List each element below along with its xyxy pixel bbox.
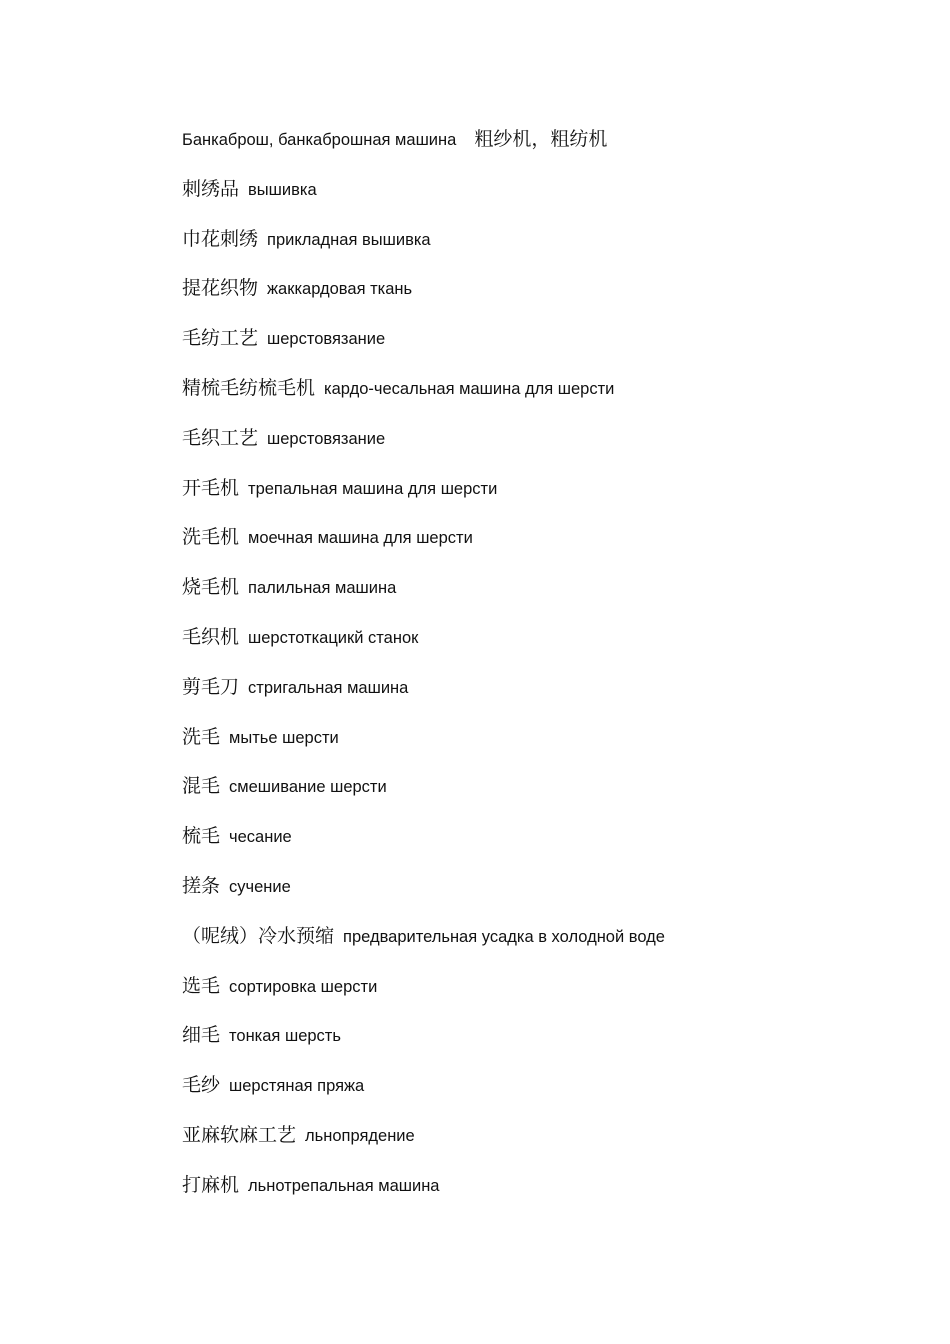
glossary-entry bbox=[182, 722, 902, 772]
russian-term: сучение bbox=[229, 877, 291, 896]
glossary-entry bbox=[182, 423, 902, 473]
chinese-term: 混毛 bbox=[182, 775, 221, 798]
chinese-term: 烧毛机 bbox=[182, 576, 240, 599]
chinese-term: 巾花刺绣 bbox=[182, 227, 259, 250]
russian-term: предварительная усадка в холодной воде bbox=[343, 927, 665, 946]
glossary-entry bbox=[182, 1020, 902, 1070]
glossary-entry bbox=[182, 821, 902, 871]
russian-term: тонкая шерсть bbox=[229, 1027, 341, 1046]
chinese-term: 搓条 bbox=[182, 874, 221, 897]
chinese-term: 洗毛机 bbox=[182, 526, 240, 549]
chinese-term: （呢绒）冷水预缩 bbox=[182, 924, 335, 947]
chinese-term: 刺绣品 bbox=[182, 177, 240, 200]
glossary-entry bbox=[182, 572, 902, 622]
chinese-term: 毛织机 bbox=[182, 625, 240, 648]
glossary-entry bbox=[182, 1070, 902, 1120]
russian-term: сортировка шерсти bbox=[229, 977, 378, 996]
russian-term: трепальная машина для шерсти bbox=[248, 479, 498, 498]
chinese-term: 亚麻软麻工艺 bbox=[182, 1123, 297, 1146]
glossary-entry bbox=[182, 273, 902, 323]
chinese-term: 梳毛 bbox=[182, 825, 221, 848]
russian-term: чесание bbox=[229, 828, 292, 847]
glossary-entry bbox=[182, 522, 902, 572]
russian-term: льнопрядение bbox=[305, 1126, 415, 1145]
chinese-term: 剪毛刀 bbox=[182, 675, 240, 698]
glossary-entry bbox=[182, 124, 902, 174]
chinese-term: 毛织工艺 bbox=[182, 426, 259, 449]
russian-term: шерстовязание bbox=[267, 330, 386, 349]
glossary-entry bbox=[182, 971, 902, 1021]
glossary-entry bbox=[182, 1120, 902, 1170]
glossary-entry bbox=[182, 672, 902, 722]
russian-term: моечная машина для шерсти bbox=[248, 529, 473, 548]
russian-term: стригальная машина bbox=[248, 678, 409, 697]
russian-term: шерстоткацикй станок bbox=[248, 628, 419, 647]
glossary-entry bbox=[182, 323, 902, 373]
chinese-term: 洗毛 bbox=[182, 725, 221, 748]
glossary-entry bbox=[182, 921, 902, 971]
glossary-entry bbox=[182, 1170, 902, 1220]
russian-term: кардо-чесальная машина для шерсти bbox=[324, 379, 615, 398]
chinese-term: 毛纱 bbox=[182, 1074, 221, 1097]
glossary-entry bbox=[182, 174, 902, 224]
glossary-entry bbox=[182, 622, 902, 672]
glossary-entry bbox=[182, 771, 902, 821]
russian-term: вышивка bbox=[248, 180, 317, 199]
russian-term: жаккардовая ткань bbox=[267, 280, 413, 299]
chinese-term: 精梳毛纺梳毛机 bbox=[182, 376, 316, 399]
glossary-list bbox=[182, 124, 902, 1220]
russian-term: палильная машина bbox=[248, 579, 397, 598]
chinese-term: 毛纺工艺 bbox=[182, 327, 259, 350]
russian-term: мытье шерсти bbox=[229, 728, 339, 747]
glossary-entry bbox=[182, 473, 902, 523]
russian-term: прикладная вышивка bbox=[267, 230, 431, 249]
glossary-entry bbox=[182, 373, 902, 423]
russian-term: смешивание шерсти bbox=[229, 778, 387, 797]
chinese-term: 选毛 bbox=[182, 974, 221, 997]
chinese-term: 打麻机 bbox=[182, 1173, 240, 1196]
glossary-entry bbox=[182, 224, 902, 274]
russian-term: шерстяная пряжа bbox=[229, 1077, 365, 1096]
chinese-term: 开毛机 bbox=[182, 476, 240, 499]
glossary-entry bbox=[182, 871, 902, 921]
russian-term: Банкаброш, банкаброшная машина bbox=[182, 131, 457, 149]
russian-term: шерстовязание bbox=[267, 429, 386, 448]
russian-term: льнотрепальная машина bbox=[248, 1176, 440, 1195]
chinese-term: 细毛 bbox=[182, 1024, 221, 1047]
chinese-term: 提花织物 bbox=[182, 277, 259, 300]
chinese-term: 粗纱机，粗纺机 bbox=[474, 128, 608, 150]
